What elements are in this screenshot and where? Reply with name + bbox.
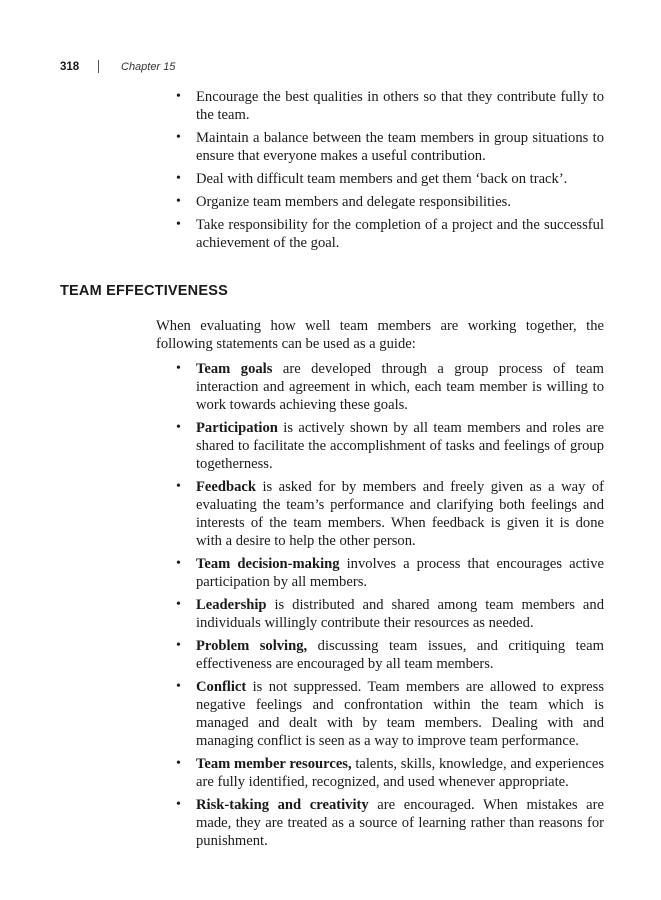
list-item bbox=[176, 360, 604, 414]
list-item-text: Maintain a balance between the team members in group situations to ensure that everyone makes a useful contribution. bbox=[196, 130, 604, 164]
list-item-text: is distributed and shared among team members and individuals willingly contribute their resources as needed. bbox=[196, 597, 604, 631]
list-item-text: are encouraged. When mistakes are made, they are treated as a source of learning rather than reasons for punishment. bbox=[196, 797, 604, 849]
page-header bbox=[60, 60, 175, 73]
list-item-text: is asked for by members and freely given as a way of evaluating the team’s performance and clarifying both feelings and interests of the team members. When feedback is given it is done with a desire to help the other person. bbox=[196, 479, 604, 549]
list-item-term: Team goals bbox=[196, 361, 273, 377]
header-divider bbox=[98, 60, 99, 73]
list-item-term: Participation bbox=[196, 420, 278, 436]
list-item-text: involves a process that encourages active participation by all members. bbox=[196, 556, 604, 590]
list-item bbox=[176, 637, 604, 673]
list-item-text: Deal with difficult team members and get them ‘back on track’. bbox=[196, 171, 568, 187]
list-item bbox=[176, 478, 604, 550]
section-heading: TEAM EFFECTIVENESS bbox=[60, 283, 228, 299]
list-item bbox=[176, 193, 604, 211]
list-item-text: talents, skills, knowledge, and experiences are fully identified, recognized, and used whenever appropriate. bbox=[196, 756, 605, 790]
list-item-term: Problem solving, bbox=[196, 638, 308, 654]
effectiveness-bullet-list bbox=[176, 360, 604, 855]
list-item-text: is actively shown by all team members and roles are shared to facilitate the accomplishment of tasks and feelings of group togetherness. bbox=[196, 420, 604, 472]
list-item-text: Encourage the best qualities in others so that they contribute fully to the team. bbox=[196, 89, 604, 123]
list-item bbox=[176, 129, 604, 165]
list-item bbox=[176, 596, 604, 632]
list-item bbox=[176, 678, 604, 750]
list-item-text: Organize team members and delegate responsibilities. bbox=[196, 194, 512, 210]
list-item-term: Team decision-making bbox=[196, 556, 340, 572]
list-item-term: Feedback bbox=[196, 479, 256, 495]
list-item-text: is not suppressed. Team members are allowed to express negative feelings and confrontation within the team which is managed and dealt with by team members. Dealing with and managing conflict is seen as a way to improve team performance. bbox=[196, 679, 604, 749]
chapter-label: Chapter 15 bbox=[121, 60, 176, 73]
list-item-term: Leadership bbox=[196, 597, 267, 613]
list-item bbox=[176, 555, 604, 591]
list-item-text: Take responsibility for the completion of a project and the successful achievement of the goal. bbox=[196, 217, 604, 251]
list-item-term: Team member resources, bbox=[196, 756, 352, 772]
list-item bbox=[176, 88, 604, 124]
list-item-term: Risk-taking and creativity bbox=[196, 797, 369, 813]
list-item-text: are developed through a group process of team interaction and agreement in which, each team member is willing to work towards achieving these goals. bbox=[196, 361, 604, 413]
list-item bbox=[176, 216, 604, 252]
list-item bbox=[176, 419, 604, 473]
page-number: 318 bbox=[60, 60, 80, 73]
intro-paragraph: When evaluating how well team members are working together, the following statements can be used as a guide: bbox=[156, 318, 604, 352]
list-item bbox=[176, 755, 604, 791]
list-item bbox=[176, 170, 604, 188]
list-item bbox=[176, 796, 604, 850]
list-item-text: discussing team issues, and critiquing team effectiveness are encouraged by all team members. bbox=[196, 638, 604, 672]
list-item-term: Conflict bbox=[196, 679, 247, 695]
top-bullet-list bbox=[176, 88, 604, 257]
